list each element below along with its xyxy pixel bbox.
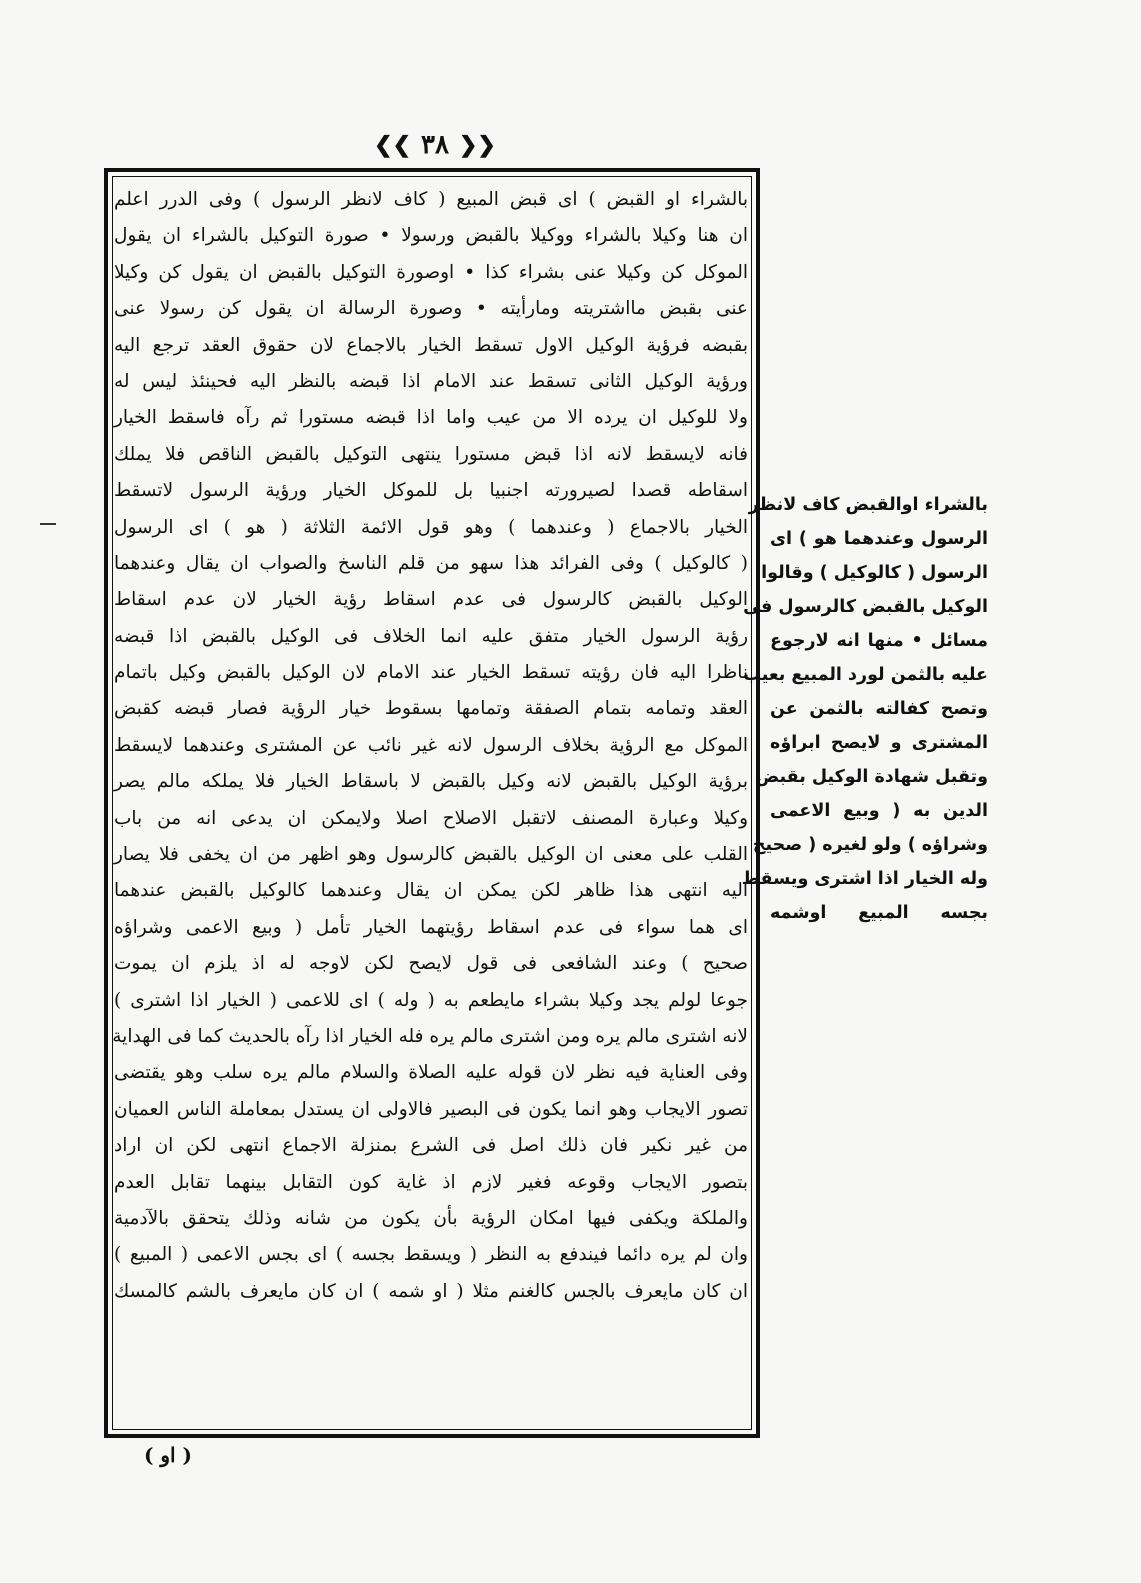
ornament-right-icon: ❯❯ — [458, 132, 496, 158]
main-text-line: الوكيل بالقبض كالرسول فى عدم اسقاط رؤية الخيار لان عدم اسقاط — [114, 589, 748, 611]
main-text-line: وان لم يره دائما فيندفع به النظر ( ويسقط بجسه ) اى بجس الاعمى ( المبيع ) — [114, 1244, 748, 1266]
main-text-line: اى هما سواء فى عدم اسقاط رؤيتهما الخيار تأمل ( وبيع الاعمى وشراؤه — [114, 916, 748, 938]
marginal-note-line: عليه بالثمن لورد المبيع بعيب — [743, 665, 988, 685]
main-text-line: فانه لايسقط لانه اذا قبض مستورا ينتهى التوكيل بالقبض الناقص فلا يملك — [114, 443, 748, 465]
main-text-line: صحيح ) وعند الشافعى فى قول لايصح لكن لاوجه له اذ يلزم ان يموت — [114, 953, 748, 975]
main-text-line: والملكة ويكفى فيها امكان الرؤية بأن يكون من شانه وذلك يتحقق بالآدمية — [114, 1207, 748, 1229]
marginal-note-line: وشراؤه ) ولو لغيره ( صحيح — [752, 835, 988, 855]
main-text-line: تصور الايجاب وهو انما يكون فى البصير فالاولى ان يستدل بمعاملة الناس العميان — [114, 1098, 748, 1120]
main-text-line: الخيار بالاجماع ( وعندهما ) وهو قول الائمة الثلاثة ( هو ) اى الرسول — [114, 516, 748, 538]
margin-tick-mark — [40, 523, 56, 525]
main-text-line: عنى بقبض مااشتريته ومارأيته • وصورة الرسالة ان يقول كن رسولا عنى — [114, 298, 748, 320]
main-text-line: جوعا لولم يجد وكيلا بشراء مايطعم به ( وله ) اى للاعمى ( الخيار اذا اشترى ) — [114, 989, 748, 1011]
main-text-frame — [104, 168, 760, 1438]
main-text-line: الموكل مع الرؤية بخلاف الرسول لانه غير نائب عن المشترى وعندهما لايسقط — [114, 734, 748, 756]
marginal-note-line: وله الخيار اذا اشترى ويسقط — [741, 869, 988, 889]
marginal-note-line: الوكيل بالقبض كالرسول فى — [743, 597, 988, 617]
main-text-block — [114, 182, 748, 1428]
main-text-line: وكيلا وعبارة المصنف لاتقبل الاصلاح اصلا ولايمكن ان يدعى انه من باب — [114, 807, 748, 829]
page-number: ٣٨ — [421, 130, 449, 160]
main-text-line: بتصور الايجاب وقوعه فغير لازم اذ غاية كون التقابل بينهما تقابل العدم — [114, 1171, 748, 1193]
main-text-line: ( كالوكيل ) وفى الفرائد هذا سهو من قلم الناسخ والصواب ان يقال وعندهما — [114, 552, 748, 574]
main-text-line: القلب على معنى ان الوكيل بالقبض كالرسول وهو اظهر من ان يخفى فلا يصار — [114, 844, 748, 866]
marginal-note-line: بالشراء اوالقبض كاف لانظر — [748, 495, 988, 515]
main-text-line: برؤية الوكيل بالقبض لانه وكيل بالقبض لا باسقاط الخيار فلا يملكه مالم يصر — [114, 771, 748, 793]
main-text-line: بالشراء او القبض ) اى قبض المبيع ( كاف لانظر الرسول ) وفى الدرر اعلم — [114, 189, 748, 210]
marginal-note-line: المشترى و لايصح ابراؤه — [770, 733, 988, 753]
main-text-line: ان هنا وكيلا بالشراء ووكيلا بالقبض ورسولا • صورة التوكيل بالشراء ان يقول — [114, 225, 748, 247]
main-text-line: من غير نكير فان ذلك اصل فى الشرع بمنزلة الاجماع انتهى لكن ان اراد — [114, 1135, 748, 1157]
main-text-line: العقد وتمامه بتمام الصفقة وتمامها بسقوط خيار الرؤية فصار قبضه كقبض — [114, 698, 748, 720]
main-text-line: رؤية الرسول الخيار متفق عليه انما الخلاف فى الوكيل بالقبض اذا قبضه — [114, 625, 748, 647]
marginal-note-line: وتصح كفالته بالثمن عن — [770, 699, 988, 719]
main-text-line: ورؤية الوكيل الثانى تسقط عند الامام اذا قبضه بالنظر اليه فحينئذ ليس له — [114, 370, 748, 392]
main-text-line: وفى العناية فيه نظر لان قوله عليه الصلاة والسلام مالم يره سلب وهو يقتضى — [114, 1062, 748, 1084]
main-text-line: الموكل كن وكيلا عنى بشراء كذا • اوصورة التوكيل بالقبض ان يقول كن وكيلا — [114, 261, 748, 283]
marginal-note-line: الدين به ( وبيع الاعمى — [770, 801, 988, 821]
main-text-line: اسقاطه قصدا لصيرورته اجنبيا بل للموكل الخيار ورؤية الرسول لاتسقط — [114, 480, 748, 502]
marginal-note-line: مسائل • منها انه لارجوع — [770, 631, 988, 651]
marginal-note-line: الرسول ( كالوكيل ) وقالوا — [761, 563, 988, 583]
page-number-header — [370, 128, 500, 162]
marginal-note-line: بجسه المبيع اوشمه — [770, 903, 988, 923]
main-text-line: لانه اشترى مالم يره ومن اشترى مالم يره فله الخيار اذا رآه بالحديث كما فى الهداية — [112, 1025, 748, 1047]
catchword: ( او ) — [143, 1443, 193, 1467]
ornament-left-icon: ❮❮ — [374, 132, 412, 158]
marginal-note-line: الرسول وعندهما هو ) اى — [770, 529, 988, 549]
main-text-line: ان كان مايعرف بالجس كالغنم مثلا ( او شمه ) ان كان مايعرف بالشم كالمسك — [114, 1280, 748, 1302]
marginal-note — [741, 488, 988, 930]
main-text-line: بقبضه فرؤية الوكيل الاول تسقط الخيار بالاجماع لان حقوق العقد ترجع اليه — [114, 334, 748, 356]
main-text-line: اليه انتهى هذا ظاهر لكن يمكن ان يقال وعندهما كالوكيل بالقبض عندهما — [114, 880, 748, 902]
main-text-line: ناظرا اليه فان رؤيته تسقط الخيار عند الامام لان الوكيل بالقبض وكيل باتمام — [114, 662, 748, 684]
marginal-note-line: وتقبل شهادة الوكيل بقبض — [755, 767, 988, 787]
main-text-line: ولا للوكيل ان يرده الا من عيب واما اذا قبضه مستورا ثم رآه فاسقط الخيار — [114, 407, 748, 429]
